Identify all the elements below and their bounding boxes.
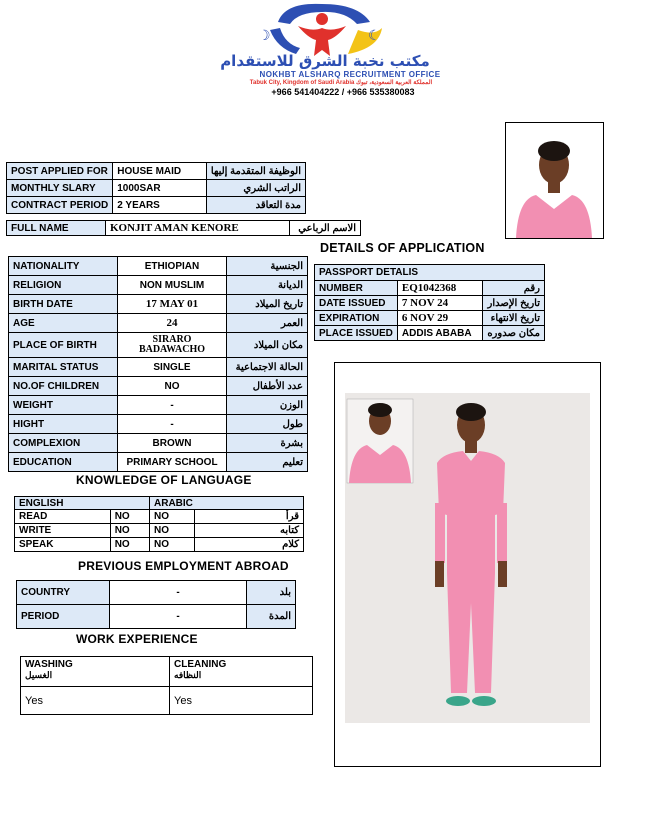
post-label: POST APPLIED FOR xyxy=(7,163,113,180)
language-read-arabic: NO xyxy=(150,510,195,524)
height-label: HIGHT xyxy=(9,415,118,434)
fullname-ar: الاسم الرباعي xyxy=(290,221,361,236)
language-col-english: ENGLISH xyxy=(15,497,150,510)
work-washing-ar: الغسيل xyxy=(25,670,53,680)
weight-label: WEIGHT xyxy=(9,396,118,415)
nationality-ar: الجنسية xyxy=(227,257,308,276)
contract-label: CONTRACT PERIOD xyxy=(7,197,113,214)
person-portrait-icon xyxy=(506,123,603,238)
weight-value: - xyxy=(118,396,227,415)
age-value: 24 xyxy=(118,314,227,333)
work-washing-value: Yes xyxy=(21,687,170,715)
language-col-arabic: ARABIC xyxy=(150,497,304,510)
passport-place-ar: مكان صدوره xyxy=(483,326,545,341)
svg-text:☾: ☾ xyxy=(368,27,381,43)
birthplace-value: SIRARO BADAWACHO xyxy=(118,333,227,358)
language-speak-label: SPEAK xyxy=(15,538,111,552)
employment-table xyxy=(16,580,296,629)
work-cleaning-ar: النظافه xyxy=(174,670,202,680)
passport-title: PASSPORT DETALIS xyxy=(315,265,545,281)
passport-expiration-value: 6 NOV 29 xyxy=(397,311,482,326)
work-cleaning-label: CLEANING xyxy=(174,659,227,670)
post-table xyxy=(6,162,306,214)
company-name-en: NOKHBT ALSHARQ RECRUITMENT OFFICE xyxy=(259,70,441,79)
complexion-ar: بشرة xyxy=(227,434,308,453)
employment-heading: PREVIOUS EMPLOYMENT ABROAD xyxy=(78,559,289,573)
work-cleaning-cell xyxy=(170,657,313,687)
passport-place-label: PLACE ISSUED xyxy=(315,326,398,341)
children-ar: عدد الأطفال xyxy=(227,377,308,396)
salary-label: MONTHLY SLARY xyxy=(7,180,113,197)
passport-number-label: NUMBER xyxy=(315,281,398,296)
work-heading: WORK EXPERIENCE xyxy=(76,632,198,646)
language-heading: KNOWLEDGE OF LANGUAGE xyxy=(76,473,252,487)
children-value: NO xyxy=(118,377,227,396)
work-washing-cell xyxy=(21,657,170,687)
work-washing-label: WASHING xyxy=(25,659,73,670)
nationality-value: ETHIOPIAN xyxy=(118,257,227,276)
salary-ar: الراتب الشري xyxy=(206,180,305,197)
language-write-ar: كتابه xyxy=(195,524,304,538)
language-speak-english: NO xyxy=(110,538,149,552)
language-speak-arabic: NO xyxy=(150,538,195,552)
education-label: EDUCATION xyxy=(9,453,118,472)
employment-country-value: - xyxy=(110,581,247,605)
fullname-table xyxy=(6,220,361,236)
language-read-english: NO xyxy=(110,510,149,524)
complexion-value: BROWN xyxy=(118,434,227,453)
marital-value: SINGLE xyxy=(118,358,227,377)
complexion-label: COMPLEXION xyxy=(9,434,118,453)
language-write-arabic: NO xyxy=(150,524,195,538)
svg-text:☽: ☽ xyxy=(258,27,271,43)
education-ar: تعليم xyxy=(227,453,308,472)
details-table xyxy=(8,256,308,472)
weight-ar: الوزن xyxy=(227,396,308,415)
religion-value: NON MUSLIM xyxy=(118,276,227,295)
age-ar: العمر xyxy=(227,314,308,333)
employment-period-ar: المدة xyxy=(247,605,296,629)
passport-issued-ar: تاريخ الإصدار xyxy=(483,296,545,311)
birthdate-value: 17 MAY 01 xyxy=(118,295,227,314)
employment-country-label: COUNTRY xyxy=(17,581,110,605)
details-heading: DETAILS OF APPLICATION xyxy=(320,241,485,255)
passport-table xyxy=(314,264,545,341)
fullname-value: KONJIT AMAN KENORE xyxy=(106,221,290,236)
marital-label: MARITAL STATUS xyxy=(9,358,118,377)
religion-ar: الديانة xyxy=(227,276,308,295)
education-value: PRIMARY SCHOOL xyxy=(118,453,227,472)
birthplace-ar: مكان الميلاد xyxy=(227,333,308,358)
language-speak-ar: كلام xyxy=(195,538,304,552)
contract-ar: مدة التعاقد xyxy=(206,197,305,214)
passport-expiration-ar: تاريخ الانتهاء xyxy=(483,311,545,326)
employment-country-ar: بلد xyxy=(247,581,296,605)
full-body-photo xyxy=(334,362,601,767)
language-read-ar: قرأ xyxy=(195,510,304,524)
height-value: - xyxy=(118,415,227,434)
birthdate-ar: تاريخ الميلاد xyxy=(227,295,308,314)
passport-number-value: EQ1042368 xyxy=(397,281,482,296)
contract-value: 2 YEARS xyxy=(113,197,207,214)
children-label: NO.OF CHILDREN xyxy=(9,377,118,396)
religion-label: RELIGION xyxy=(9,276,118,295)
birthplace-label: PLACE OF BIRTH xyxy=(9,333,118,358)
birthdate-label: BIRTH DATE xyxy=(9,295,118,314)
work-table xyxy=(20,656,313,715)
marital-ar: الحالة الاجتماعية xyxy=(227,358,308,377)
company-address: Tabuk City, Kingdom of Saudi Arabia المملكة العربية السعودية، تبوك xyxy=(249,80,433,86)
passport-expiration-label: EXPIRATION xyxy=(315,311,398,326)
passport-place-value: ADDIS ABABA xyxy=(397,326,482,341)
language-write-label: WRITE xyxy=(15,524,111,538)
company-name-ar: مكتب نخبة الشرق للاستقدام xyxy=(220,52,430,70)
post-ar: الوظيفة المتقدمة إليها xyxy=(206,163,305,180)
salary-value: 1000SAR xyxy=(113,180,207,197)
passport-issued-label: DATE ISSUED xyxy=(315,296,398,311)
passport-number-ar: رقم xyxy=(483,281,545,296)
passport-issued-value: 7 NOV 24 xyxy=(397,296,482,311)
fullname-label: FULL NAME xyxy=(7,221,106,236)
height-ar: طول xyxy=(227,415,308,434)
company-logo xyxy=(0,0,646,105)
post-value: HOUSE MAID xyxy=(113,163,207,180)
person-full-body-icon xyxy=(335,363,600,766)
language-write-english: NO xyxy=(110,524,149,538)
passport-photo xyxy=(505,122,604,239)
language-table xyxy=(14,496,304,552)
age-label: AGE xyxy=(9,314,118,333)
work-cleaning-value: Yes xyxy=(170,687,313,715)
language-read-label: READ xyxy=(15,510,111,524)
employment-period-value: - xyxy=(110,605,247,629)
employment-period-label: PERIOD xyxy=(17,605,110,629)
company-phones: +966 541404222 / +966 535380083 xyxy=(271,87,415,97)
nationality-label: NATIONALITY xyxy=(9,257,118,276)
